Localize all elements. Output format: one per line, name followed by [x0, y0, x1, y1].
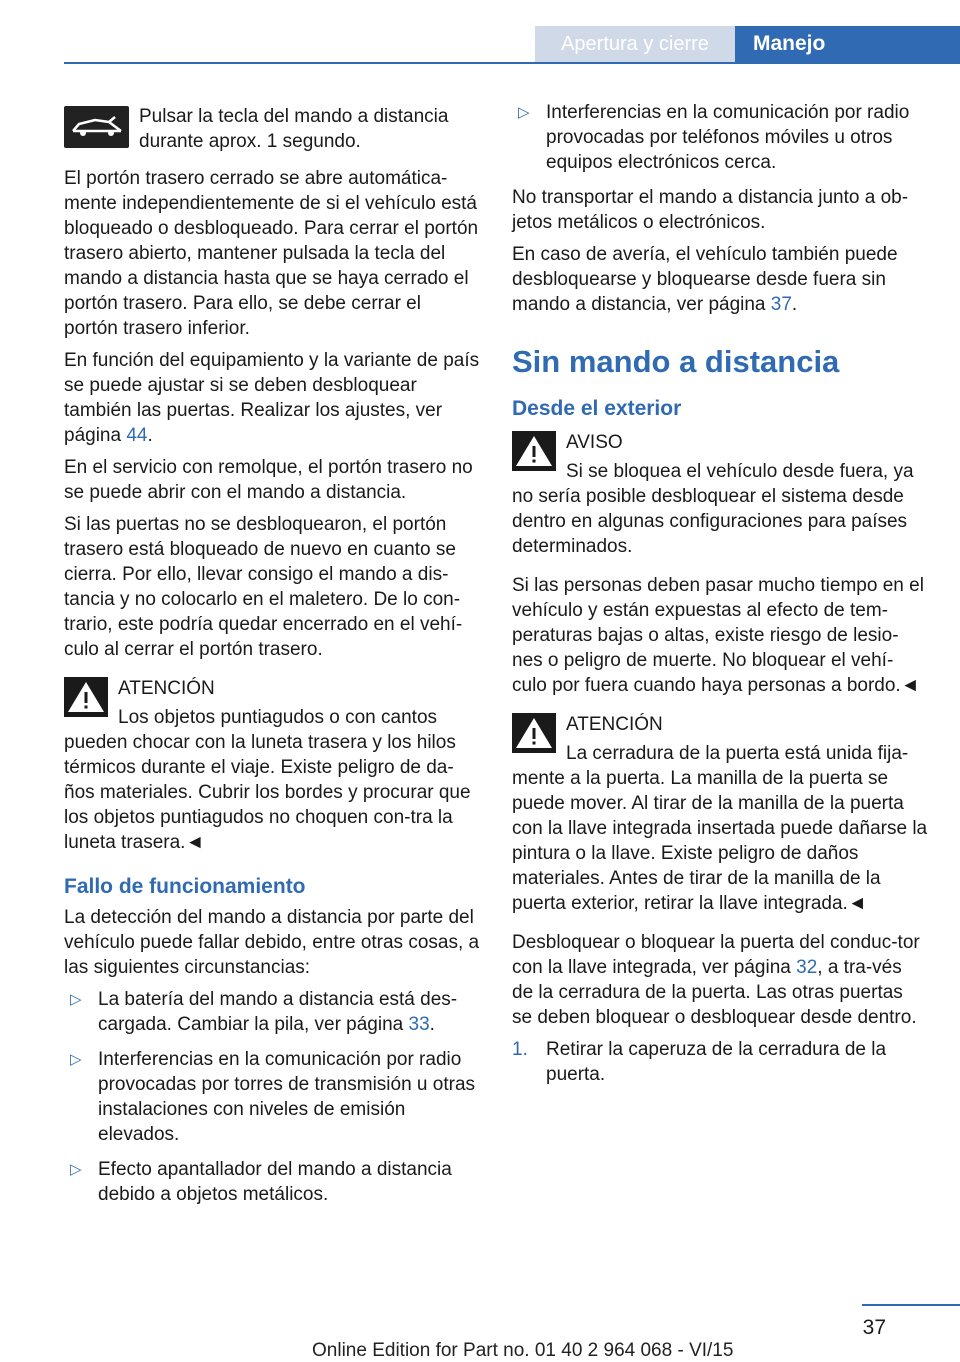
- notice-body: Si se bloquea el vehículo desde fuera, ya no sería posible desbloquear el sistema desde dentro en algunas configuraciones para países determinados.: [512, 461, 914, 557]
- notice-body: La cerradura de la puerta está unida fija‐mente a la puerta. La manilla de la puerta se puede mover. Al tirar de la manilla de la puerta con la llave integrada insertada puede dañarse la pintura o la llave. Existe peligro de daños materiales. Antes de tirar de la manilla de la puerta exterior, retirar la llave integrada.◄: [512, 743, 928, 914]
- paragraph: La detección del mando a distancia por parte del vehículo puede fallar debido, entre otras cosas, a las siguientes circunstancias:: [64, 907, 480, 978]
- page-link[interactable]: 32: [796, 957, 818, 978]
- footer-divider: [862, 1304, 960, 1306]
- bullet-marker: ▷: [70, 1051, 82, 1068]
- section-heading: Desde el exterior: [512, 397, 682, 420]
- paragraph: Si las puertas no se desbloquearon, el portón trasero está bloqueado de nuevo en cuanto se cierra. Por ello, llevar consigo el mando a dis‐tancia y no colocarlo en el maletero. De lo con‐trario, este podría quedar encerrado en el vehí‐culo al cerrar el portón trasero.: [64, 514, 463, 660]
- notice-body: Los objetos puntiagudos o con cantos pueden chocar con la luneta trasera y los hilos térmicos durante el viaje. Existe peligro de da‐ños materiales. Cubrir los bordes y procurar que los objetos puntiagudos no choquen con‐tra la luneta trasera.◄: [64, 707, 471, 853]
- section-tab[interactable]: Apertura y cierre: [535, 26, 735, 62]
- paragraph: En el servicio con remolque, el portón trasero no se puede abrir con el mando a distancia.: [64, 457, 473, 503]
- bullet-list: [64, 987, 480, 1207]
- bullet-marker: ▷: [518, 104, 530, 121]
- paragraph: En función del equipamiento y la variante de país se puede ajustar si se deben desbloquear también las puertas. Realizar los ajustes, ver página 44.: [64, 350, 480, 446]
- edition-footer: Online Edition for Part no. 01 40 2 964 068 - VI/15: [312, 1340, 734, 1361]
- list-item: ▷ Interferencias en la comunicación por radio provocadas por teléfonos móviles u otros equipos electrónicos cerca.: [518, 102, 910, 173]
- step-number: 1.: [512, 1039, 528, 1060]
- page-number: 37: [862, 1316, 886, 1339]
- remote-instruction-text: Pulsar la tecla del mando a distancia durante aprox. 1 segundo.: [139, 106, 449, 152]
- right-column: [512, 100, 928, 1095]
- chapter-heading: Sin mando a distancia: [512, 344, 840, 379]
- paragraph: No transportar el mando a distancia junto a ob‐jetos metálicos o electrónicos.: [512, 187, 909, 233]
- page-link[interactable]: 44: [126, 425, 148, 446]
- section-heading: Fallo de funcionamiento: [64, 875, 306, 898]
- bullet-list: [512, 100, 928, 175]
- attention-notice: [64, 675, 480, 855]
- list-item: ▷ Efecto apantallador del mando a distancia debido a objetos metálicos.: [70, 1159, 452, 1205]
- attention-notice: [512, 711, 928, 916]
- step-list: [512, 1037, 928, 1087]
- left-column: [64, 100, 480, 1217]
- step-item: 1. Retirar la caperuza de la cerradura de la puerta.: [512, 1039, 887, 1085]
- list-item: ▷ La batería del mando a distancia está des‐cargada. Cambiar la pila, ver página 33.: [70, 989, 458, 1035]
- chapter-tab[interactable]: Manejo: [735, 26, 960, 62]
- paragraph: El portón trasero cerrado se abre automática‐mente independientemente de si el vehículo está bloqueado o desbloqueado. Para cerrar el portón trasero abierto, mantener pulsada la tecla del mando a distancia hasta que se haya cerrado el portón trasero. Para ello, se debe cerrar el portón trasero inferior.: [64, 168, 479, 339]
- remote-tailgate-icon: [64, 106, 129, 148]
- remote-instruction: [64, 100, 480, 154]
- list-item: ▷ Interferencias en la comunicación por radio provocadas por torres de transmisión u otras instalaciones con niveles de emisión elevados.: [70, 1049, 476, 1145]
- aviso-notice: [512, 429, 928, 559]
- page-header: [0, 0, 960, 64]
- notice-title: ATENCIÓN: [118, 678, 215, 699]
- notice-title: AVISO: [566, 432, 623, 453]
- page-link[interactable]: 33: [408, 1014, 430, 1035]
- notice-title: ATENCIÓN: [566, 714, 663, 735]
- paragraph: Si las personas deben pasar mucho tiempo en el vehículo y están expuestas al efecto de tem‐peraturas bajas o altas, existe riesgo de lesio‐nes o peligro de muerte. No bloquear el vehí‐culo por fuera cuando haya personas a bordo.◄: [512, 575, 924, 696]
- header-divider: [64, 62, 960, 64]
- paragraph: Desbloquear o bloquear la puerta del conduc‐tor con la llave integrada, ver página 32, a tra‐vés de la cerradura de la puerta. Las otras puertas se deben bloquear o desbloquear desde dentro.: [512, 932, 920, 1028]
- bullet-marker: ▷: [70, 991, 82, 1008]
- bullet-marker: ▷: [70, 1161, 82, 1178]
- paragraph: En caso de avería, el vehículo también puede desbloquearse y bloquearse desde fuera sin mando a distancia, ver página 37.: [512, 244, 898, 315]
- page-link[interactable]: 37: [770, 294, 792, 315]
